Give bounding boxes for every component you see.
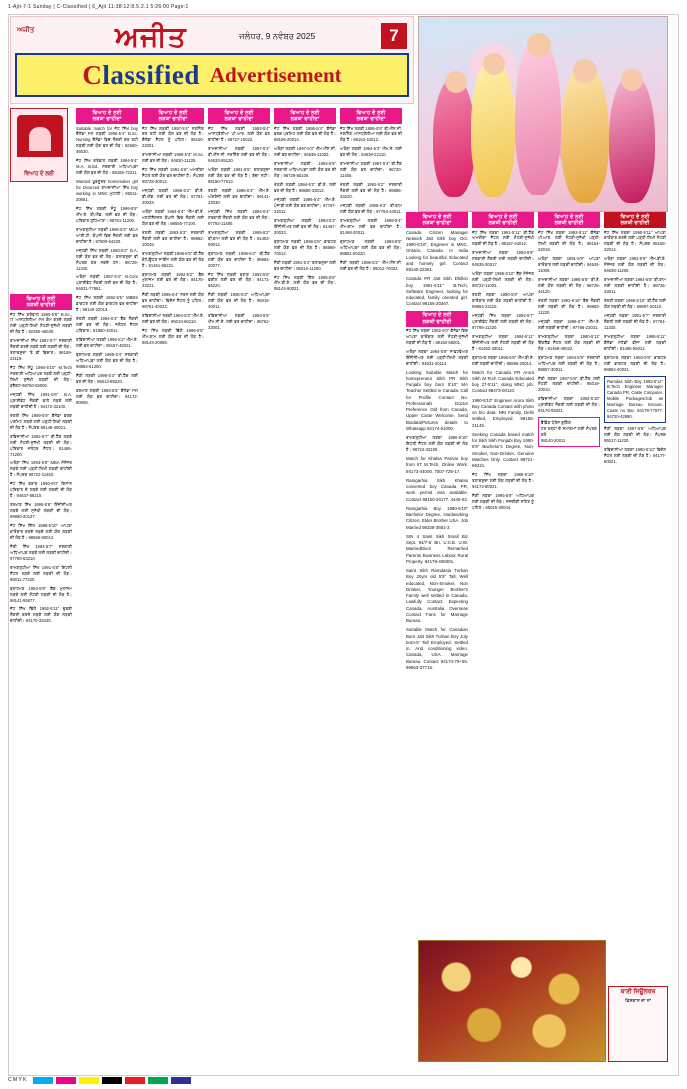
classified-ad: 1990-5'10" Engineer Arora Sikh Boy Canada Contact with photo on bio data: NRI Family, Delhi settled, Employed. 98155-21145. xyxy=(472,397,534,428)
banner-advertisement: Advertisement xyxy=(209,62,342,87)
classified-ad: Match for Khalsa Parivar boy from IIT M.Tech, Online Work. 94173-44000. 7007-729-17. xyxy=(406,456,468,474)
print-colorbar xyxy=(8,1075,679,1085)
classified-ad: ਰਾਮਦਾਸੀਆ ਲੜਕੀ 1997-5'4" ਬੀ.ਟੈੱਕ ਲਈ ਯੋਗ ਵਰ ਚਾਹੀਦਾ। 98720-11455. xyxy=(340,161,402,179)
classified-ad: ਜੱਟ ਸਿੱਖ ਲੜਕੀ 1995-5'4" ਕੈਨੇਡਾ ਵਰਕ ਪਰਮਿਟ ਲਈ ਯੋਗ ਵਰ ਦੀ ਲੋੜ ਹੈ। 98155-20014. xyxy=(274,125,336,143)
classified-ad: Suitable Match for Canadian Born Jatt Sikh Turban Boy July born-5' Tall Employed. Settled in. And conditioning video. Canada, USA. Marriage Bureau. Contact 94174-79+55. 99663-37716. xyxy=(406,627,468,670)
classified-ad: ਬ੍ਰਾਹਮਣ ਲੜਕੀ 1995-5'4" ਸਰਕਾਰੀ ਅਧਿਆਪਕਾ ਲਈ ਯੋਗ ਵਰ ਦੀ ਲੋੜ ਹੈ। 98884-61200. xyxy=(76,351,138,369)
masthead xyxy=(10,16,414,104)
classified-column xyxy=(142,108,204,1068)
print-job-text: 1-Ajit-7-1 Sunday | C-Classified | 6_Ajit 11:38:12:8.5.2.1 5:26:00 Page:1 xyxy=(8,4,189,10)
classified-ad: ਜੱਟ ਸਿੱਖ ਲੜਕੀ ਬਰਾੜ 1992-5'6" ਵਕੀਲ ਲਈ ਵਰ ਦੀ ਲੋੜ। 94171-66220. xyxy=(208,271,270,289)
classified-ad: Ramgarhia Sikh Khalsa converted boy Canada PR, work permit visa available. Contact 99150-20177. 4446-02. xyxy=(406,477,468,502)
classified-ad: ਰਾਮਗੜ੍ਹੀਆ ਲੜਕੀ 1995-5'2" ਬੀ.ਕਾਮ ਲਈ ਵਰ ਦੀ ਲੋੜ ਹੈ। 81463-99012. xyxy=(208,229,270,247)
classified-ad: ਜੱਟ ਸਿੱਖ ਢਿੱਲੋਂ 1992-5'11" ਦੁਬਈ ਨੌਕਰੀ ਕਰਦੇ ਲੜਕੇ ਲਈ ਯੋਗ ਲੜਕੀ ਚਾਹੀਦੀ। 94170-33440. xyxy=(10,606,72,624)
swatch-cyan xyxy=(33,1077,53,1084)
category-header: ਵਿਆਹ ਦੇ ਲਈ ਲੜਕੀ ਚਾਹੀਦੀ xyxy=(472,212,534,228)
classified-ad: ਰਾਮਦਾਸੀਆ ਲੜਕਾ 1994-5'8" ਬੀ.ਕਾਮ ਲਈ ਲੜਕੀ ਚਾਹੀਦੀ ਹੈ। 98726-33011. xyxy=(604,277,666,295)
classified-columns xyxy=(10,108,669,1068)
classified-ad: ਬ੍ਰਾਹਮਣ ਲੜਕੀ 1998-5'5" ਡਾਕਟਰ ਲਈ ਯੋਗ ਵਰ ਦੀ ਲੋੜ ਹੈ। 98889-70012. xyxy=(274,238,336,256)
classified-ad: ਮਜ਼੍ਹਬੀ ਲੜਕਾ 1991-5'7" ਸਰਕਾਰੀ ਨੌਕਰੀ ਲਈ ਲੜਕੀ ਦੀ ਲੋੜ ਹੈ। 97794-11330. xyxy=(604,312,666,330)
classified-ad: ਸੈਣੀ ਲੜਕੀ 1998-5'3" ਬੀ.ਟੈੱਕ ਲਈ ਵਰ ਦੀ ਲੋੜ। 95013-88220. xyxy=(76,372,138,384)
classified-ad: ਮਜ਼੍ਹਬੀ ਲੜਕੀ 1996-5'2" ਬੀ.ਏ. ਬੀ.ਐੱਡ. ਲਈ ਵਰ ਦੀ ਲੋੜ। 97791-20034. xyxy=(142,188,204,205)
classified-ad: ਮਜ਼੍ਹਬੀ ਸਿੱਖ 1991-5'6" B.A. ਪ੍ਰਾਈਵੇਟ ਨੌਕਰੀ ਵਾਲੇ ਲੜਕੇ ਲਈ ਲੜਕੀ ਚਾਹੀਦੀ ਹੈ। 94172-32100. xyxy=(10,391,72,409)
category-header: ਵਿਆਹ ਦੇ ਲਈ ਲੜਕਾ ਚਾਹੀਦਾ xyxy=(208,108,270,124)
classified-column xyxy=(604,212,666,1068)
classified-ad: ਅਰੋੜਾ ਲੜਕਾ 1992-5'9" ਐੱਮ.ਬੀ.ਏ. ਮੈਨੇਜਰ ਲਈ ਯੋਗ ਲੜਕੀ ਦੀ ਲੋੜ। 94638-11200. xyxy=(604,256,666,274)
issue-date: ਜਲੰਧਰ, 9 ਨਵੰਬਰ 2025 xyxy=(239,31,316,41)
classified-ad: ਜੱਟ ਸਿੱਖ ਗਰੇਵਾਲ ਲੜਕੀ 1994-5'4" M.A. B.Ed. ਸਰਕਾਰੀ ਅਧਿਆਪਕਾ ਲਈ ਯੋਗ ਵਰ ਦੀ ਲੋੜ। 98155-72311. xyxy=(76,158,138,176)
classified-ad: ਜੱਟ ਸਿੱਖ ਬਰਾੜ 1990-6'0" ਕਿਸਾਨ ਪਰਿਵਾਰ ਦੇ ਲੜਕੇ ਲਈ ਲੜਕੀ ਦੀ ਲੋੜ ਹੈ। 94637-88210. xyxy=(10,481,72,499)
classified-ad: ਬ੍ਰਾਹਮਣ ਲੜਕੀ 1993-5'5" ਅਧਿਆਪਕਾ ਲਈ ਯੋਗ ਵਰ ਦੀ ਲੋੜ। 98881-50220. xyxy=(340,238,402,256)
classified-ad: ਖੱਤਰੀ ਲੜਕੀ 1996-5'3" ਐੱਮ.ਏ. ਅੰਗਰੇਜ਼ੀ ਲਈ ਵਰ ਚਾਹੀਦਾ। 99141-22030. xyxy=(208,188,270,205)
classified-ad: ਖੱਤਰੀ ਲੜਕਾ 1996-5'10" ਬੀ.ਟੈੱਕ ਲਈ ਯੋਗ ਲੜਕੀ ਦੀ ਲੋੜ। 99887-20110. xyxy=(604,298,666,309)
classified-ad: ਖੱਤਰੀ ਲੜਕੀ 1992-5'2" ਸਰਕਾਰੀ ਨੌਕਰੀ ਲਈ ਵਰ ਦੀ ਲੋੜ ਹੈ। 99886-33220. xyxy=(340,182,402,200)
classified-ad: ਰਵਿਦਾਸੀਆ ਲੜਕਾ 1993-5'10" ਪ੍ਰਾਈਵੇਟ ਨੌਕਰੀ ਲਈ ਲੜਕੀ ਦੀ ਲੋੜ। 94176-55021. xyxy=(538,396,600,414)
classified-ad: ਰਾਮਗੜ੍ਹੀਆ ਲੜਕਾ 1990-5'11" ਇੰਗਲੈਂਡ ਸੈਟਲ ਲਈ ਯੋਗ ਲੜਕੀ ਦੀ ਲੋੜ। 81469-40022. xyxy=(538,333,600,351)
ajit-logo: ਅਜੀਤ xyxy=(115,21,187,52)
classified-ad: ਮਜ਼੍ਹਬੀ ਸਿੱਖ ਲੜਕਾ 1992-5'7" ਪ੍ਰਾਈਵੇਟ ਨੌਕਰੀ ਲਈ ਲੜਕੀ ਦੀ ਲੋੜ। 97795-11220. xyxy=(472,312,534,330)
classified-ad: ਬ੍ਰਾਹਮਣ 1993-5'9" ਬੈਂਕ ਮੁਲਾਜ਼ਮ ਲੜਕੇ ਲਈ ਸੋਹਣੀ ਲੜਕੀ ਦੀ ਲੋੜ ਹੈ। 98141-55677. xyxy=(10,585,72,603)
classified-ad: ਰਵਿਦਾਸੀਆ ਲੜਕਾ 1990-5'10" ਵਿਦੇਸ਼ ਸੈਟਲ ਲਈ ਲੜਕੀ ਦੀ ਲੋੜ ਹੈ। 94177-60021. xyxy=(604,447,666,464)
classified-ad: ਰਾਮਗੜ੍ਹੀਆ ਲੜਕੀ 1998-5'5" ਬੀ.ਟੈੱਕ ਕੰਪਿਊਟਰ ਸਾਇੰਸ ਲਈ ਯੋਗ ਵਰ ਦੀ ਲੋੜ ਹੈ। 81461-55221. xyxy=(142,250,204,268)
category-header: ਵਿਆਹ ਦੇ ਲਈ ਲੜਕਾ ਚਾਹੀਦਾ xyxy=(274,108,336,124)
classified-ad: ਬ੍ਰਾਹਮਣ ਲੜਕਾ 1996-5'8" ਐੱਮ.ਬੀ.ਏ. ਲਈ ਲੜਕੀ ਚਾਹੀਦੀ। 98886-20014. xyxy=(472,354,534,366)
classified-ad: ਜੱਟ ਸਿੱਖ ਲੜਕੀ 1996-5'5" ਬੀ.ਐੱਸ.ਸੀ. ਨਰਸਿੰਗ ਆਸਟ੍ਰੇਲੀਆ ਲਈ ਯੋਗ ਵਰ ਦੀ ਲੋੜ ਹੈ। 98153-44012. xyxy=(340,125,402,143)
classified-ad: ਖੱਤਰੀ ਸਿੱਖ 1989-5'9" ਕੈਨੇਡਾ ਵਰਕ ਪਰਮਿਟ ਲੜਕੇ ਲਈ ਪੜ੍ਹੀ-ਲਿਖੀ ਲੜਕੀ ਦੀ ਲੋੜ ਹੈ। ਸੰਪਰਕ 99148-30021. xyxy=(10,412,72,430)
classified-ad: ਸੈਣੀ ਲੜਕਾ 1997-5'8" ਅਧਿਆਪਕ ਲਈ ਯੋਗ ਲੜਕੀ ਦੀ ਲੋੜ। ਸੰਪਰਕ 95017-11220. xyxy=(604,426,666,444)
classified-ad: ਅਰੋੜਾ ਲੜਕਾ 1994-5'9" ਸਾਫ਼ਟਵੇਅਰ ਇੰਜੀਨੀਅਰ ਲਈ ਪੜ੍ਹੀ-ਲਿਖੀ ਲੜਕੀ ਚਾਹੀਦੀ। 94631-20114. xyxy=(406,348,468,366)
classified-ad: ਸੈਣੀ ਲੜਕਾ 1995-5'9" ਅਧਿਆਪਕ ਲਈ ਲੜਕੀ ਦੀ ਲੋੜ। ਨਜ਼ਦੀਕੀ ਸ਼ਹਿਰ ਨੂੰ ਪਹਿਲ। 95015-30044. xyxy=(472,493,534,511)
classified-ad: ਰਾਮਦਾਸੀਆ ਲੜਕੀ 1992-5'5" ਸਰਕਾਰੀ ਅਧਿਆਪਕਾ ਲਈ ਯੋਗ ਵਰ ਦੀ ਲੋੜ। 98729-55100. xyxy=(274,161,336,179)
classified-ad: ਰਾਮਗੜ੍ਹੀਆ ਲੜਕਾ 1990-5'10" ਇਟਲੀ ਸੈਟਲ ਲਈ ਯੋਗ ਲੜਕੀ ਦੀ ਲੋੜ ਹੈ। 98724-33100. xyxy=(406,435,468,453)
classified-ad: ਜੱਟ ਸਿੱਖ ਲੜਕੀ 1993-5'4" ਆਸਟ੍ਰੇਲੀਆ ਪੀ.ਆਰ. ਲਈ ਯੋਗ ਵਰ ਚਾਹੀਦਾ ਹੈ। 98727-10022. xyxy=(208,125,270,143)
classified-ad: ਸੈਣੀ ਲੜਕੀ 1991-5'4" ਤਲਾਕਸ਼ੁਦਾ ਲਈ ਵਰ ਚਾਹੀਦਾ। 95018-11200. xyxy=(274,259,336,271)
jeweller-display-ad[interactable] xyxy=(608,986,668,1062)
classified-ad: ਬ੍ਰਾਹਮਣ ਲੜਕਾ 1994-5'9" ਸਰਕਾਰੀ ਅਧਿਆਪਕ ਲਈ ਲੜਕੀ ਦੀ ਲੋੜ ਹੈ। 98887-30011. xyxy=(538,354,600,372)
classified-ad: ਰਾਮਦਾਸੀਆ ਲੜਕੀ 1995-5'3" M.Sc. ਲਈ ਵਰ ਦੀ ਲੋੜ। 94630-11225. xyxy=(142,152,204,164)
classified-ad: ਵੈੱਡਿੰਗ ਪੈਲੇਸ ਬੁਕਿੰਗ ਹਰ ਤਰ੍ਹਾਂ ਦੇ ਸਮਾਗਮਾਂ ਲਈ ਸੰਪਰਕ ਕਰੋ 98140-20011 xyxy=(538,417,600,447)
classified-ad: ਅਰੋੜਾ ਲੜਕੀ 1997-5'4" B.Com ਪ੍ਰਾਈਵੇਟ ਨੌਕਰੀ ਲਈ ਵਰ ਦੀ ਲੋੜ ਹੈ। 94631-77881. xyxy=(76,274,138,292)
classified-ad: ਅਰੋੜਾ ਸਿੱਖ 1993-5'8" MBA ਮੈਨੇਜਰ ਲੜਕੇ ਲਈ ਪੜ੍ਹੀ-ਲਿਖੀ ਲੜਕੀ ਚਾਹੀਦੀ ਹੈ। ਸੰਪਰਕ 98722-11450. xyxy=(10,460,72,478)
category-header: ਵਿਆਹ ਦੇ ਲਈ ਲੜਕਾ ਚਾਹੀਦਾ xyxy=(406,212,468,228)
classified-ad: ਤਰਖਾਣ ਲੜਕੀ 1993-5'5" ਕੈਨੇਡਾ PR ਲਈ ਯੋਗ ਵਰ ਚਾਹੀਦਾ। 94172-90055. xyxy=(76,387,138,405)
jewellery-photo xyxy=(418,940,606,1062)
classified-ad: ਸੈਣੀ ਲੜਕੀ 1996-5'3" ਅਧਿਆਪਕਾ ਲਈ ਯੋਗ ਵਰ ਦੀ ਲੋੜ ਹੈ। 95016-40011. xyxy=(208,292,270,310)
classified-ad: ਅਰੋੜਾ ਲੜਕਾ 1991-5'9" ਆਪਣਾ ਕਾਰੋਬਾਰ ਲਈ ਲੜਕੀ ਚਾਹੀਦੀ। 94634-11009. xyxy=(538,256,600,274)
classified-ad: ਰਾਮਗੜ੍ਹੀਆ ਲੜਕੀ 1998-5'4" ਐੱਮ.ਕਾਮ ਲਈ ਵਰ ਚਾਹੀਦਾ ਹੈ। 81468-20011. xyxy=(340,217,402,235)
swatch-blue xyxy=(171,1077,191,1084)
classified-ad: ਰਾਮਦਾਸੀਆ ਲੜਕਾ 1995-5'8" ਬੀ.ਏ. ਲਈ ਯੋਗ ਲੜਕੀ ਦੀ ਲੋੜ। 98725-44120. xyxy=(538,277,600,295)
swatch-black xyxy=(102,1077,122,1084)
classified-column xyxy=(274,108,336,1068)
classified-ad: Canada PR Jatt Sikh Dhillon boy 1991-5'11" B.Tech, Software Engineer, looking for educated, family oriented girl. Contact 98155-20367. xyxy=(406,276,468,307)
swatch-green xyxy=(148,1077,168,1084)
classified-ad: Ramgarhia Boy 1990-5'10" Bachelor Degree, Hardworking Citizen, Elder Brother USA. Job Married 98338-3681-3. xyxy=(406,505,468,530)
classified-ad: ਸੈਣੀ ਸਿੱਖ 1994-5'7" ਸਰਕਾਰੀ ਅਧਿਆਪਕ ਲੜਕੇ ਲਈ ਲੜਕੀ ਚਾਹੀਦੀ। 97790-63210. xyxy=(10,543,72,561)
classified-ad: ਰਵਿਦਾਸੀਆ ਲੜਕੀ 1996-5'2" ਐੱਮ.ਏ. ਲਈ ਵਰ ਚਾਹੀਦਾ। 99157-45021. xyxy=(76,337,138,348)
classified-column xyxy=(10,294,72,1068)
classified-ad: ਅਰੋੜਾ ਲੜਕੀ 1991-5'5" ਤਲਾਕਸ਼ੁਦਾ ਲਈ ਯੋਗ ਵਰ ਦੀ ਲੋੜ ਹੈ। ਬੱਚਾ ਨਹੀਂ। 98150-77013. xyxy=(208,167,270,185)
category-header: ਵਿਆਹ ਦੇ ਲਈ ਲੜਕੀ ਚਾਹੀਦੀ xyxy=(10,294,72,310)
classified-ad: ਜੱਟ ਸਿੱਖ ਲੜਕਾ 1991-5'11" ਬੀ.ਟੈੱਕ ਅਮਰੀਕਾ ਸੈਟਲ ਲਈ ਸੋਹਣੀ-ਸੁਨੱਖੀ ਲੜਕੀ ਦੀ ਲੋੜ ਹੈ। 98157-44012. xyxy=(472,229,534,247)
icon-box-caption: ਵਿਆਹ ਦੇ ਲਈ xyxy=(23,171,55,177)
classified-ad: ਖੱਤਰੀ ਲੜਕੀ 1994-5'2" ਬੀ.ਏ. ਲਈ ਵਰ ਦੀ ਲੋੜ ਹੈ। 99880-33012. xyxy=(274,182,336,194)
classified-ad: ਖੱਤਰੀ ਲੜਕੀ 1993-5'3" ਸਰਕਾਰੀ ਨੌਕਰੀ ਲਈ ਵਰ ਚਾਹੀਦਾ ਹੈ। 99882-10045. xyxy=(142,229,204,247)
page-number: 7 xyxy=(381,23,407,49)
classified-column xyxy=(340,108,402,1068)
category-header: ਵਿਆਹ ਦੇ ਲਈ ਲੜਕੀ ਚਾਹੀਦੀ xyxy=(604,212,666,228)
classified-ad: Saint Sikh Ramdasia Turban Boy 20yrs old 5'9" Tall, Well educated, Non-Smoker, Non Drinker, Younger Brother's Family well settled in Canada. Lawfully Contact. Expecting Canada, Australia Overseas Contact Fans for Marriage Bureau. xyxy=(406,568,468,624)
banner-classified xyxy=(82,60,200,91)
classified-ad: ਰਾਮਗੜ੍ਹੀਆ ਲੜਕੀ 1993-5'3" ਇੰਜੀਨੀਅਰ ਲਈ ਵਰ ਦੀ ਲੋੜ। 81467-20033. xyxy=(274,217,336,235)
classified-ad: ਖੱਤਰੀ ਲੜਕੀ 1994-5'3" ਬੈਂਕ ਨੌਕਰੀ ਲਈ ਵਰ ਦੀ ਲੋੜ। ਜਲੰਧਰ ਸੈਟਲ ਪਰਿਵਾਰ। 81950-33011. xyxy=(76,316,138,334)
swatch-red xyxy=(125,1077,145,1084)
classified-ad: ਰਵਿਦਾਸੀਆ ਲੜਕੀ 1993-5'5" ਐੱਮ.ਸੀ.ਏ. ਲਈ ਵਰ ਚਾਹੀਦਾ। 98762-33001. xyxy=(208,313,270,331)
category-header: ਵਿਆਹ ਦੇ ਲਈ ਲੜਕੀ ਚਾਹੀਦੀ xyxy=(406,311,468,327)
classified-ad: ਰਵਿਦਾਸੀਆ 1992-5'7" ਬੀ.ਟੈੱਕ ਲੜਕੇ ਲਈ ਸੋਹਣੀ-ਸੁਨੱਖੀ ਲੜਕੀ ਦੀ ਲੋੜ। ਪਰਿਵਾਰ ਜਲੰਧਰ ਸੈਟਲ। 81465-71200. xyxy=(10,433,72,457)
classified-ad: ਜੱਟ ਸਿੱਖ ਲੜਕਾ 1989-5'10" ਤਲਾਕਸ਼ੁਦਾ ਲਈ ਯੋਗ ਲੜਕੀ ਦੀ ਲੋੜ ਹੈ। 94172-80021. xyxy=(472,472,534,490)
classified-ad: ਮਜ਼੍ਹਬੀ ਲੜਕੀ 1995-5'3" ਬੀ.ਕਾਮ ਲਈ ਯੋਗ ਵਰ ਦੀ ਲੋੜ। 97793-44011. xyxy=(340,202,402,214)
classified-ad: ਜੱਟ ਸਿੱਖ ਲੜਕੀ ਸੰਧੂ 1996-5'5" ਐੱਮ.ਏ. ਬੀ.ਐੱਡ. ਲਈ ਵਰ ਦੀ ਲੋੜ। ਪਰਿਵਾਰ ਲੁਧਿਆਣਾ। 98761-11200. xyxy=(76,205,138,223)
classified-ad: ਰਾਮਦਾਸੀਆ ਸਿੱਖ 1987-5'7" ਸਰਕਾਰੀ ਨੌਕਰੀ ਕਰਦੇ ਲੜਕੇ ਲਈ ਲੜਕੀ ਦੀ ਲੋੜ। ਤਲਾਕਸ਼ੁਦਾ 'ਤੇ ਵੀ ਵਿਚਾਰ। 98159-22119. xyxy=(10,338,72,362)
classified-ad: ਰਾਮਦਾਸੀਆ ਲੜਕਾ 1993-5'8" ਸਰਕਾਰੀ ਨੌਕਰੀ ਲਈ ਲੜਕੀ ਚਾਹੀਦੀ। 94635-30017. xyxy=(472,250,534,268)
classified-ad: ਸੈਣੀ ਲੜਕਾ 1997-5'8" ਬੀ.ਟੈੱਕ ਲਈ ਸੋਹਣੀ ਲੜਕੀ ਚਾਹੀਦੀ। 95019-20010. xyxy=(538,375,600,393)
classified-ad: Canada Citizen Manager Network Jatt Sikh boy Oct. 1990-5'10", Engineer in MNC, Ontario, Canada. In India Looking for beautiful, Educated and homely girl. Contact 98140-22361. xyxy=(406,229,468,272)
classified-ad: Wanted ਖ਼ੂਬਸੂਰਤ homemaker girl for Divorced ਰਾਮਦਾਸੀਆ ਸਿੱਖ boy working in MNC ਮੁਹਾਲੀ। 95011-20661. xyxy=(76,179,138,202)
classified-ad: ਰਾਮਗੜ੍ਹੀਆ ਲੜਕਾ 1994-5'11" ਇੰਜੀਨੀਅਰ ਲਈ ਸੋਹਣੀ ਲੜਕੀ ਦੀ ਲੋੜ ਹੈ। 81462-33011. xyxy=(472,333,534,351)
classified-ad: ਜੱਟ ਸਿੱਖ ਸੰਧੂ 1994-5'10" M.Tech ਸਰਕਾਰੀ ਅਧਿਆਪਕ ਲੜਕੇ ਲਈ ਪੜ੍ਹੀ-ਲਿਖੀ ਸੁਨੱਖੀ ਲੜਕੀ ਦੀ ਲੋੜ। ਬਰੈਕਟ-98760-55000. xyxy=(10,365,72,388)
category-header: ਵਿਆਹ ਦੇ ਲਈ ਲੜਕਾ ਚਾਹੀਦਾ xyxy=(76,108,138,124)
banner-initial: C xyxy=(82,59,103,90)
print-job-bar xyxy=(0,0,687,14)
classified-ad: ਜੱਟ ਸਿੱਖ ਲੜਕਾ 1992-6'0" ਕੈਨੇਡਾ ਵਿਚ ਆਪਣਾ ਕਾਰੋਬਾਰ ਲਈ ਸੋਹਣੀ-ਸੁਨੱਖੀ ਲੜਕੀ ਦੀ ਲੋੜ ਹੈ। 98150-55001. xyxy=(406,328,468,345)
classified-ad: ਜੱਟ ਸਿੱਖ ਲੜਕਾ 1990-5'11" ਆਪਣਾ ਕਾਰੋਬਾਰ ਕਰਦੇ ਲਈ ਪੜ੍ਹੀ-ਲਿਖੀ ਸੋਹਣੀ ਲੜਕੀ ਦੀ ਲੋੜ ਹੈ। ਸੰਪਰਕ 98158-22014. xyxy=(604,229,666,253)
classified-ad: Match for Canada PR Arora Sikh M.Tech Canada Educated boy 27-5'11", doing MNC job. Contact 98473-00110. xyxy=(472,369,534,394)
banner-classified-rest: lassified xyxy=(102,59,200,90)
classified-ad: ਰਵਿਦਾਸੀਆ ਲੜਕੀ 1994-5'3" ਐੱਮ.ਏ. ਲਈ ਵਰ ਦੀ ਲੋੜ। 95010-66210. xyxy=(142,313,204,325)
classified-ad: ਰਾਮਗੜ੍ਹੀਆ ਸਿੱਖ 1991-5'8" ਇਟਲੀ ਸੈਟਲ ਲੜਕੇ ਲਈ ਲੜਕੀ ਦੀ ਲੋੜ। 95011-77220. xyxy=(10,564,72,582)
classified-ad: ਰਾਮਦਾਸੀਆ ਲੜਕੀ 1997-5'2" ਬੀ.ਐੱਸ.ਸੀ. ਨਰਸਿੰਗ ਲਈ ਵਰ ਦੀ ਲੋੜ। 94633-55120. xyxy=(208,146,270,164)
classified-ad: ਜੱਟ ਸਿੱਖ ਗਿੱਲ 1988-5'10" ਆਪਣਾ ਕਾਰੋਬਾਰ ਕਰਦੇ ਲੜਕੇ ਲਈ ਯੋਗ ਲੜਕੀ ਦੀ ਲੋੜ ਹੈ। 98556-90012. xyxy=(10,523,72,540)
category-header: ਵਿਆਹ ਦੇ ਲਈ ਲੜਕਾ ਚਾਹੀਦਾ xyxy=(340,108,402,124)
classified-ad: ਰਾਮਗੜ੍ਹੀਆ ਲੜਕਾ 1995-5'11" ਕੈਨੇਡਾ ਸਟੱਡੀ ਵੀਜ਼ਾ ਲਈ ਲੜਕੀ ਚਾਹੀਦੀ। 81460-55012. xyxy=(604,333,666,351)
classified-ad: Seeking Canada based match for Sikh Sikh Punjabi Boy 1990-5'9" Bachelor's Degree, Non-Smoker, Non-Drinker. Genuine Matches Only. Contact 98721-66221. xyxy=(472,431,534,469)
classified-ad: ਅਰੋੜਾ ਲੜਕੀ 1994-5'4" ਐੱਮ.ਬੀ.ਏ. ਮਲਟੀਨੈਸ਼ਨਲ ਕੰਪਨੀ ਵਿਚ ਨੌਕਰੀ ਲਈ ਯੋਗ ਵਰ ਦੀ ਲੋੜ। 98555-77100. xyxy=(142,208,204,226)
classified-ad: ਜੱਟ ਸਿੱਖ ਲੜਕੀ 1991-5'6" ਅਮਰੀਕਾ ਸੈਟਲ ਲਈ ਯੋਗ ਵਰ ਚਾਹੀਦਾ ਹੈ। ਸੰਪਰਕ 98728-30012. xyxy=(142,167,204,185)
classified-ad: ਸੈਣੀ ਲੜਕੀ 1995-5'4" ਨਰਸ ਲਈ ਯੋਗ ਵਰ ਚਾਹੀਦਾ। ਵਿਦੇਸ਼ ਸੈਟਲ ਨੂੰ ਪਹਿਲ। 98761-40023. xyxy=(142,292,204,310)
classified-ad: Suitable match for ਜੱਟ ਸਿੱਖ boy ਕੈਨੇਡਾ PR ਲੜਕੀ 1996-5'4" B.Sc. Nursing ਕੈਨੇਡਾ ਵਿਚ ਨੌਕਰੀ ਕਰ ਰਹੀ ਲੜਕੀ ਲਈ ਯੋਗ ਵਰ ਦੀ ਲੋੜ। 92560-46030. xyxy=(76,125,138,155)
category-header: ਵਿਆਹ ਦੇ ਲਈ ਲੜਕੀ ਚਾਹੀਦੀ xyxy=(538,212,600,228)
classified-ad: SIN 4 Saint Sikh Small Biz Sept. 94/7-5' Bn. U.S.B. U.W. MarriedDivor Remarried Parents Business Labour Rural Property. 94179-406001. xyxy=(406,533,468,564)
swatch-magenta xyxy=(56,1077,76,1084)
colorbar-label: C M Y K xyxy=(8,1077,27,1083)
classified-ad: ਸੈਣੀ ਲੜਕੀ 1996-5'2" ਐੱਮ.ਐੱਸ.ਸੀ. ਲਈ ਵਰ ਦੀ ਲੋੜ ਹੈ। 95012-70033. xyxy=(340,259,402,271)
classified-ad: ਜੱਟ ਸਿੱਖ ਲੜਕੀ ਢਿੱਲੋਂ 1996-5'5" ਐੱਮ.ਕਾਮ ਲਈ ਯੋਗ ਵਰ ਦੀ ਲੋੜ ਹੈ। 98143-20088. xyxy=(142,328,204,346)
classified-ad: ਅਰੋੜਾ ਲੜਕੀ 1997-5'3" ਐੱਮ.ਐੱਸ.ਸੀ. ਲਈ ਵਰ ਚਾਹੀਦਾ। 94636-11002. xyxy=(274,146,336,158)
swatch-yellow xyxy=(79,1077,99,1084)
classified-ad: Looking Suitable Match for homepreneur Sikh PR Sikh Punjabi boy born 5'10" MA Teacher Settled in Canada. Call for Profile Contact No. Professionals Doctor Preference Old from Canada, Upper Caste Welcome. Send Biodata/Pictures details to Whatsapp 94174-61000. xyxy=(406,369,468,431)
classified-ad: ਬ੍ਰਾਹਮਣ ਲੜਕਾ 1993-5'9" ਡਾਕਟਰ ਲਈ ਡਾਕਟਰ ਲੜਕੀ ਦੀ ਲੋੜ ਹੈ। 98882-40021. xyxy=(604,354,666,372)
classified-ad: ਰਾਮਗੜ੍ਹੀਆ ਲੜਕੀ 1995-5'3" MCA ਆਈ.ਟੀ. ਕੰਪਨੀ ਵਿਚ ਨੌਕਰੀ ਲਈ ਵਰ ਚਾਹੀਦਾ ਹੈ। 97800-64220. xyxy=(76,226,138,244)
classified-ad: ਅਰੋੜਾ ਲੜਕੀ 1994-5'3" ਐੱਮ.ਏ. ਲਈ ਵਰ ਦੀ ਲੋੜ। 94639-22110. xyxy=(340,146,402,158)
classified-column xyxy=(76,108,138,1068)
classified-ad: ਜੱਟ ਸਿੱਖ ਲੜਕੀ ਗਿੱਲ 1995-5'6" ਐੱਮ.ਬੀ.ਏ. ਲਈ ਯੋਗ ਵਰ ਦੀ ਲੋੜ। 98144-90021. xyxy=(274,274,336,292)
classified-ad: ਖੱਤਰੀ ਲੜਕਾ 1990-5'9" ਆਪਣਾ ਕਾਰੋਬਾਰ ਲਈ ਯੋਗ ਲੜਕੀ ਚਾਹੀਦੀ ਹੈ। 99884-22110. xyxy=(472,292,534,309)
category-header: ਵਿਆਹ ਦੇ ਲਈ ਲੜਕਾ ਚਾਹੀਦਾ xyxy=(142,108,204,124)
classified-banner xyxy=(15,53,409,97)
classified-ad: ਤਰਖਾਣ ਸਿੱਖ 1995-5'9" ਇੰਜੀਨੀਅਰ ਲੜਕੇ ਲਈ ਸੁਨੱਖੀ ਲੜਕੀ ਦੀ ਲੋੜ। 99880-20137. xyxy=(10,502,72,520)
masthead-corner-tag: ਅਜੀਤ xyxy=(17,27,35,34)
classified-ad: ਮਜ਼੍ਹਬੀ ਸਿੱਖ ਲੜਕੀ 1993-5'2" B.A. ਲਈ ਯੋਗ ਵਰ ਦੀ ਲੋੜ। ਤਲਾਕਸ਼ੁਦਾ ਵੀ ਸੰਪਰਕ ਕਰ ਸਕਦੇ ਹਨ। 98729-11340. xyxy=(76,247,138,271)
classified-ad: ਜੱਟ ਸਿੱਖ ਲੜਕੀ 1992-5'5" MBBS ਡਾਕਟਰ ਲਈ ਯੋਗ ਡਾਕਟਰ ਵਰ ਚਾਹੀਦਾ ਹੈ। 98140-22013. xyxy=(76,295,138,313)
classified-ad: Ramdas Sikh Boy 1993-5'11" B.Tech Engineer Manager Canada PR, Caste Computer. Mobile Packages/Job as Marriage Bureau Excuse. Caste no Bar. 94179-77977. 94720-42990. xyxy=(604,376,666,424)
classified-ad: ਜੱਟ ਸਿੱਖ ਲੜਕਾ 1993-5'11" ਕੈਨੇਡਾ ਪੀ.ਆਰ. ਲਈ ਸੋਹਣੀ-ਸੁਨੱਖੀ ਪੜ੍ਹੀ-ਲਿਖੀ ਲੜਕੀ ਦੀ ਲੋੜ ਹੈ। 98154-22018. xyxy=(538,229,600,253)
classified-ad: ਮਜ਼੍ਹਬੀ ਲੜਕੀ 1996-5'4" ਐੱਮ.ਏ. ਪੰਜਾਬੀ ਲਈ ਯੋਗ ਵਰ ਚਾਹੀਦਾ। 97797-22011. xyxy=(274,197,336,214)
classified-ad: ਬ੍ਰਾਹਮਣ ਲੜਕੀ 1992-5'2" ਬੈਂਕ ਮੁਲਾਜ਼ਮ ਲਈ ਵਰ ਦੀ ਲੋੜ। 94175-33221. xyxy=(142,271,204,289)
jeweller-name: ਬਾਣੀ ਜਿਊਲਰਜ਼ xyxy=(620,989,656,995)
jeweller-tagline: ਵਿਸ਼ਵਾਸ ਦਾ ਨਾਂ xyxy=(625,998,651,1004)
classified-ad: ਖੱਤਰੀ ਲੜਕਾ 1992-5'10" ਬੈਂਕ ਨੌਕਰੀ ਲਈ ਲੜਕੀ ਦੀ ਲੋੜ ਹੈ। 99883-11220. xyxy=(538,298,600,315)
classified-ad: ਅਰੋੜਾ ਲੜਕਾ 1995-5'10" ਬੈਂਕ ਮੈਨੇਜਰ ਲਈ ਪੜ੍ਹੀ-ਲਿਖੀ ਲੜਕੀ ਦੀ ਲੋੜ। 98722-11003. xyxy=(472,271,534,289)
classified-ad: ਮਜ਼੍ਹਬੀ ਲੜਕਾ 1996-5'7" ਐੱਮ.ਏ. ਲਈ ਲੜਕੀ ਚਾਹੀਦੀ। 97798-22031. xyxy=(538,318,600,330)
classified-ad: ਜੱਟ ਸਿੱਖ ਲੜਕੀ 1997-5'4" ਨਰਸਿੰਗ ਕਰ ਰਹੀ ਲਈ ਯੋਗ ਵਰ ਦੀ ਲੋੜ ਹੈ। ਕੈਨੇਡਾ ਸੈਟਲ ਨੂੰ ਪਹਿਲ। 98150-22001. xyxy=(142,125,204,149)
classified-column xyxy=(208,108,270,1068)
classified-ad: ਬ੍ਰਾਹਮਣ ਲੜਕੀ 1998-5'4" ਬੀ.ਟੈੱਕ ਲਈ ਯੋਗ ਵਰ ਚਾਹੀਦਾ ਹੈ। 98884-20077. xyxy=(208,250,270,268)
classified-ad: ਜੱਟ ਸਿੱਖ ਗਰੇਵਾਲ 1990-5'8" B.Sc., IT ਆਸਟ੍ਰੇਲੀਆ PR ਕੰਮ ਕਰਦੇ ਲੜਕੇ ਲਈ ਪੜ੍ਹੀ-ਲਿਖੀ ਸੋਹਣੀ-ਸੁਨੱਖੀ ਲੜਕੀ ਦੀ ਲੋੜ ਹੈ। 92350-46030. xyxy=(10,311,72,335)
classified-ad: ਮਜ਼੍ਹਬੀ ਸਿੱਖ ਲੜਕੀ 1994-5'4" ਸਰਕਾਰੀ ਨੌਕਰੀ ਲਈ ਯੋਗ ਵਰ ਦੀ ਲੋੜ। 97792-11480. xyxy=(208,208,270,226)
